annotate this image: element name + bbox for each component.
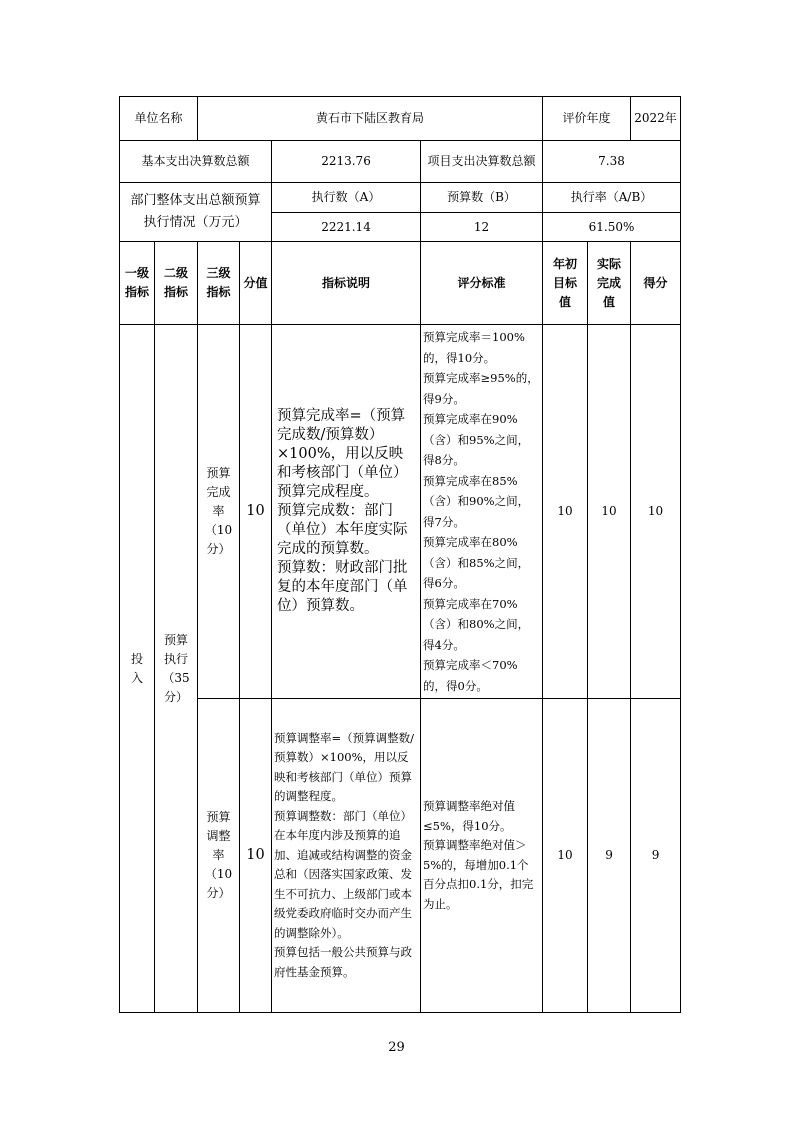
- col-level2: 二级指标: [155, 242, 198, 325]
- points-cell: 10: [240, 699, 272, 1013]
- description-cell: 预算调整率=（预算调整数/预算数）×100%，用以反映和考核部门（单位）预算的调整程度。 预算调整数：部门（单位）在本年度内涉及预算的追加、追减或结构调整的资金总和（因落实国家政策、发生不可抗力、上级部门或本级党委政府临时交办而产生的调整除外）。 预算包括一般公共预算与政府性基金预算。: [272, 699, 421, 1013]
- level1-cell: 投入: [120, 325, 155, 1013]
- description-cell: 预算完成率=（预算完成数/预算数）×100%，用以反映和考核部门（单位）预算完成程度。 预算完成数：部门（单位）本年度实际完成的预算数。 预算数：财政部门批复的本年度部门（单位）预算数。: [272, 325, 421, 699]
- criteria-cell: 预算完成率＝100%的，得10分。 预算完成率≥95%的，得9分。 预算完成率在90%（含）和95%之间，得8分。 预算完成率在85%（含）和90%之间，得7分。 预算完成率在80%（含）和85%之间，得6分。 预算完成率在70%（含）和80%之间，得4分。 预算完成率＜70%的，得0分。: [421, 325, 543, 699]
- page-number: 29: [388, 1040, 405, 1055]
- rate-label: 执行率（A/B）: [543, 183, 681, 213]
- budget-label: 预算数（B）: [421, 183, 543, 213]
- col-score-value: 分值: [240, 242, 272, 325]
- eval-year-value: 2022年: [631, 97, 681, 141]
- column-header-row: [120, 242, 681, 325]
- table-row: [120, 699, 681, 1013]
- actual-cell: 9: [588, 699, 631, 1013]
- level3-cell: 预算完成率（10分）: [198, 325, 240, 699]
- col-criteria: 评分标准: [421, 242, 543, 325]
- unit-name-value: 黄石市下陆区教育局: [198, 97, 543, 141]
- rate-value: 61.50%: [543, 213, 681, 242]
- exec-label: 执行数（A）: [272, 183, 421, 213]
- score-cell: 10: [631, 325, 681, 699]
- col-level3: 三级指标: [198, 242, 240, 325]
- points-cell: 10: [240, 325, 272, 699]
- exec-value: 2221.14: [272, 213, 421, 242]
- basic-expense-label: 基本支出决算数总额: [120, 141, 272, 183]
- expense-row: [120, 141, 681, 183]
- target-cell: 10: [543, 325, 588, 699]
- actual-cell: 10: [588, 325, 631, 699]
- level2-cell: 预算执行（35分）: [155, 325, 198, 1013]
- dept-budget-label: 部门整体支出总额预算执行情况（万元）: [120, 183, 272, 242]
- budget-header-row: [120, 183, 681, 213]
- unit-name-label: 单位名称: [120, 97, 198, 141]
- score-cell: 9: [631, 699, 681, 1013]
- project-expense-value: 7.38: [543, 141, 681, 183]
- basic-expense-value: 2213.76: [272, 141, 421, 183]
- col-actual: 实际完成值: [588, 242, 631, 325]
- criteria-cell: 预算调整率绝对值≤5%，得10分。 预算调整率绝对值＞5%的，每增加0.1个百分点扣0.1分，扣完为止。: [421, 699, 543, 1013]
- level3-cell: 预算调整率（10分）: [198, 699, 240, 1013]
- col-score: 得分: [631, 242, 681, 325]
- performance-table: [119, 96, 681, 1013]
- project-expense-label: 项目支出决算数总额: [421, 141, 543, 183]
- target-cell: 10: [543, 699, 588, 1013]
- budget-value: 12: [421, 213, 543, 242]
- table-row: [120, 325, 681, 699]
- col-level1: 一级指标: [120, 242, 155, 325]
- col-description: 指标说明: [272, 242, 421, 325]
- col-target: 年初目标值: [543, 242, 588, 325]
- unit-row: [120, 97, 681, 141]
- eval-year-label: 评价年度: [543, 97, 631, 141]
